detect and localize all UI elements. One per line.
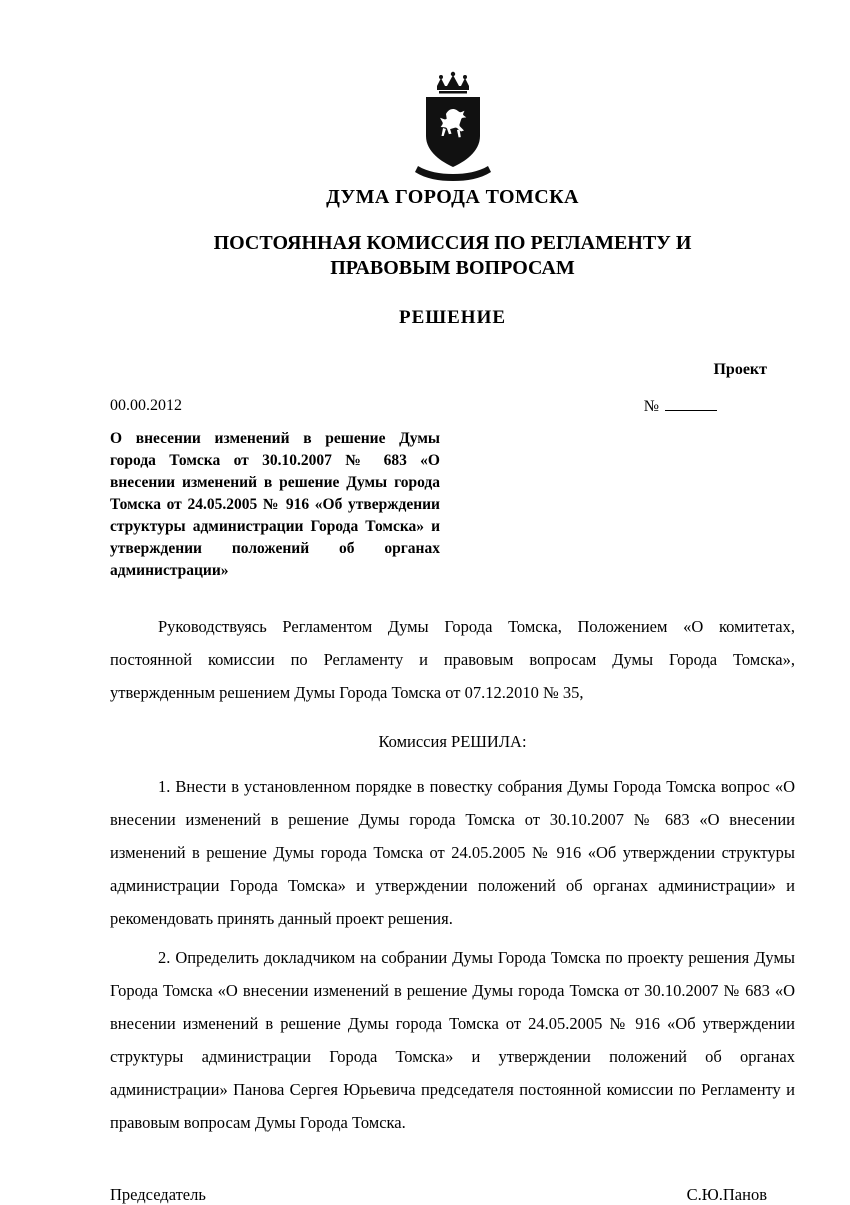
signature-row	[110, 1185, 795, 1205]
emblem-container	[110, 70, 795, 182]
commission-title: ПОСТОЯННАЯ КОМИССИЯ ПО РЕГЛАМЕНТУ И ПРАВОВЫМ ВОПРОСАМ	[213, 232, 692, 279]
document-subject: О внесении изменений в решение Думы города Томска от 30.10.2007 № 683 «О внесении изменений в решение Думы города Томска от 24.05.2005 № 916 «Об утверждении структуры администрации Города Томска» и утверждении положений об органах администрации»	[110, 430, 440, 579]
document-number	[644, 397, 795, 416]
date-number-row	[110, 397, 795, 416]
number-sign-label: №	[643, 398, 659, 415]
organization-title: ДУМА ГОРОДА ТОМСКА	[326, 186, 579, 208]
resolution-item-2: 2. Определить докладчиком на собрании Думы Города Томска по проекту решения Думы Города Томска «О внесении изменений в решение Думы города Томска от 30.10.2007 № 683 «О внесении изменений в решение Думы города Томска от 24.05.2005 № 916 «Об утверждении структуры администрации Города Томска» и утверждении положений об органах администрации» Панова Сергея Юрьевича председателя постоянной комиссии по Регламенту и правовым вопросам Думы Города Томска.	[110, 948, 795, 1132]
signer-name: С.Ю.Панов	[686, 1185, 767, 1204]
number-value-blank	[665, 397, 717, 411]
preamble-paragraph: Руководствуясь Регламентом Думы Города Томска, Положением «О комитетах, постоянной комиссии по Регламенту и правовым вопросам Думы Города Томска», утвержденным решением Думы Города Томска от 07.12.2010 № 35,	[110, 617, 795, 702]
resolution-item-1: 1. Внести в установленном порядке в повестку собрания Думы Города Томска вопрос «О внесении изменений в решение Думы города Томска от 30.10.2007 № 683 «О внесении изменений в решение Думы города Томска от 24.05.2005 № 916 «Об утверждении структуры администрации Города Томска» и утверждении положений об органах администрации» и рекомендовать принять данный проект решения.	[110, 777, 795, 928]
signer-position: Председатель	[110, 1185, 206, 1204]
document-body	[110, 610, 795, 1139]
document-type: РЕШЕНИЕ	[398, 307, 507, 328]
document-date: 00.00.2012	[110, 397, 182, 414]
tomsk-coat-of-arms-icon	[410, 70, 496, 182]
project-label: Проект	[713, 361, 767, 378]
resolution-header: Комиссия РЕШИЛА:	[378, 732, 527, 751]
